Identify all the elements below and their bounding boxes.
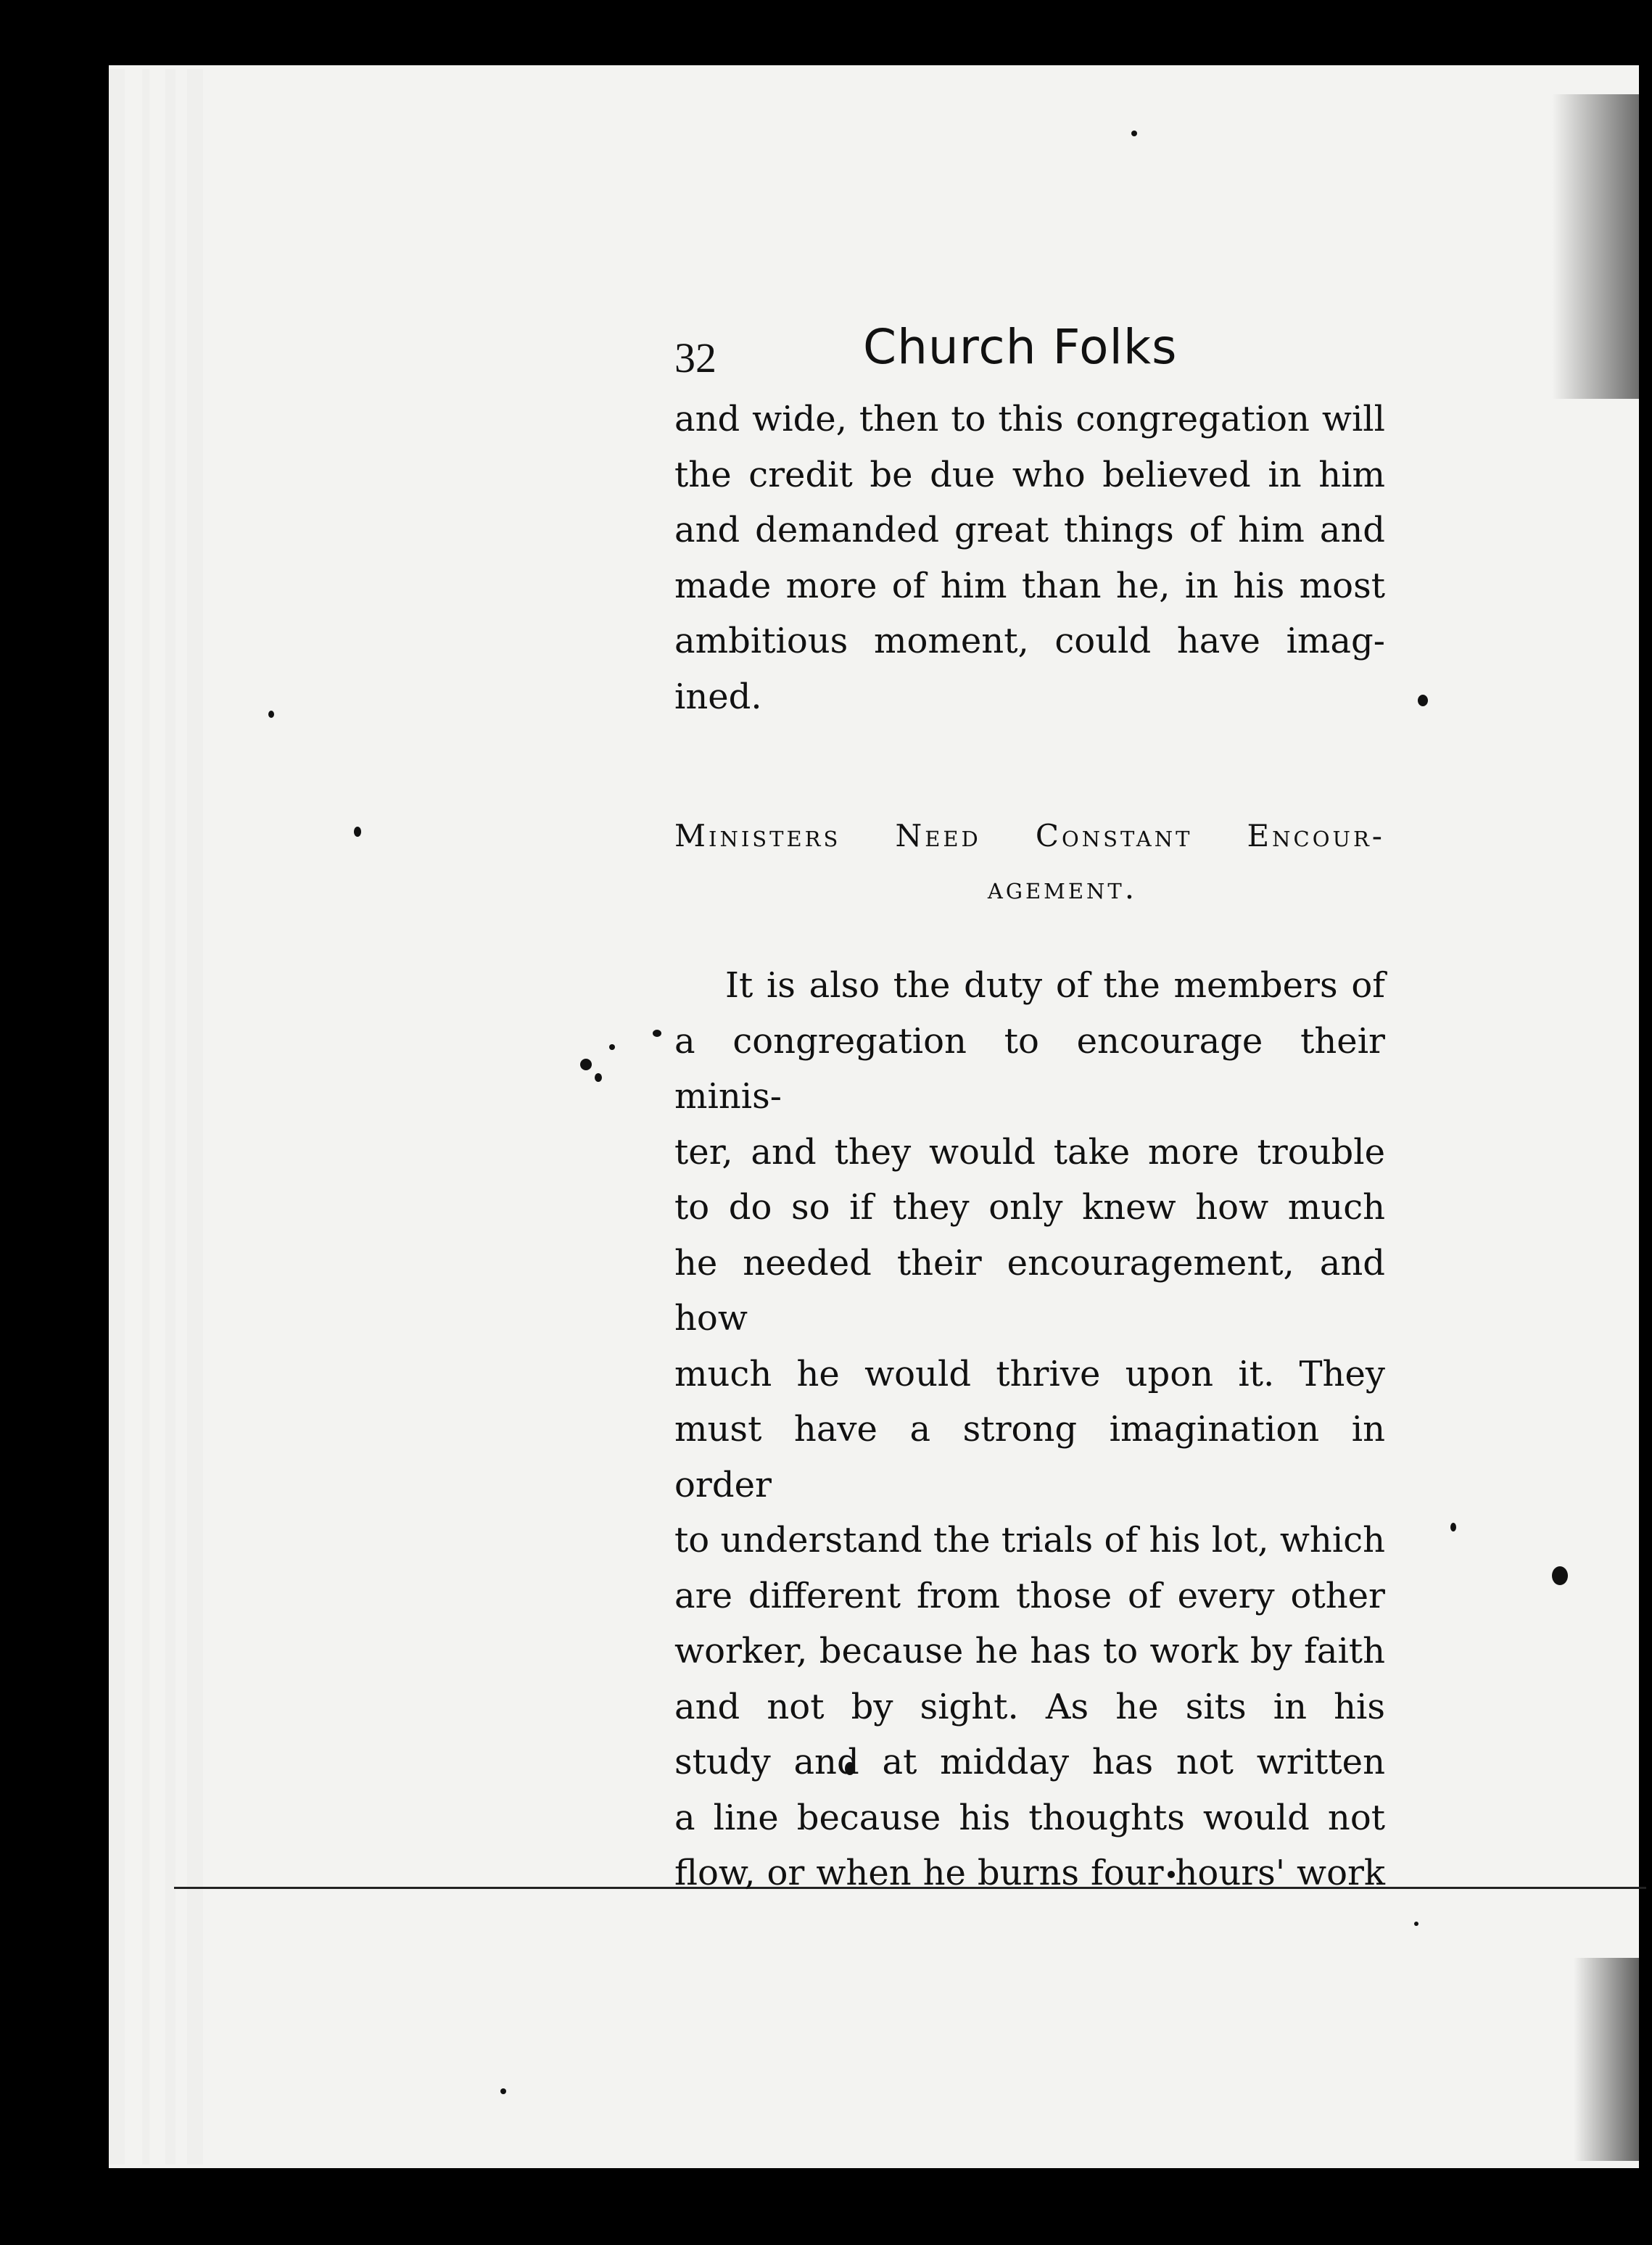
paragraph-continued	[674, 392, 1385, 724]
text-line: and demanded great things of him and	[674, 510, 1385, 550]
section-heading-line: Ministers Need Constant Encour-	[674, 818, 1385, 853]
ink-speck	[609, 1044, 615, 1050]
text-line: must have a strong imagination in order	[674, 1409, 1385, 1505]
ink-speck	[580, 1059, 592, 1070]
section-heading	[674, 810, 1385, 914]
ink-speck	[1552, 1566, 1568, 1585]
edge-shadow	[1552, 94, 1639, 399]
text-line: the credit be due who believed in him	[674, 454, 1385, 495]
text-line: flow, or when he burns four hours' work	[674, 1853, 1385, 1893]
text-line: much he would thrive upon it. They	[674, 1353, 1385, 1394]
text-line: a congregation to encourage their minis-	[674, 1020, 1385, 1117]
text-line: ambitious moment, could have imag-	[674, 621, 1385, 661]
text-line: to do so if they only knew how much	[674, 1187, 1385, 1228]
running-title: Church Folks	[863, 319, 1178, 375]
binding-strip	[109, 69, 125, 2165]
ink-speck	[1414, 1922, 1418, 1926]
text-line: ined.	[674, 676, 762, 717]
ink-speck	[1450, 1523, 1456, 1531]
ink-speck	[653, 1030, 661, 1037]
paragraph	[674, 958, 1385, 1901]
text-line: It is also the duty of the members of	[725, 965, 1385, 1006]
running-head	[674, 312, 1385, 392]
text-line: he needed their encouragement, and how	[674, 1242, 1385, 1339]
text-line: worker, because he has to work by faith	[674, 1631, 1385, 1671]
text-line: and wide, then to this congregation will	[674, 399, 1385, 439]
binding-strip	[187, 69, 203, 2165]
text-line: are different from those of every other	[674, 1575, 1385, 1616]
ink-speck	[354, 827, 361, 837]
binding-strip	[165, 69, 175, 2165]
ink-speck	[500, 2088, 506, 2094]
text-line: made more of him than he, in his most	[674, 565, 1385, 606]
text-line: to understand the trials of his lot, which	[674, 1520, 1385, 1560]
page-number: 32	[674, 334, 716, 381]
text-block	[674, 312, 1385, 1901]
text-line: ter, and they would take more trouble	[674, 1131, 1385, 1173]
binding-strip	[142, 69, 149, 2165]
text-line: study and at midday has not written	[674, 1742, 1385, 1782]
text-line: and not by sight. As he sits in his	[674, 1686, 1385, 1727]
ink-speck	[1131, 131, 1137, 136]
ink-speck	[1418, 695, 1428, 706]
text-line: a line because his thoughts would not	[674, 1797, 1385, 1838]
ink-speck	[268, 711, 274, 718]
section-heading-line: agement.	[987, 870, 1138, 906]
ink-speck	[595, 1073, 602, 1082]
edge-shadow	[1574, 1958, 1639, 2161]
